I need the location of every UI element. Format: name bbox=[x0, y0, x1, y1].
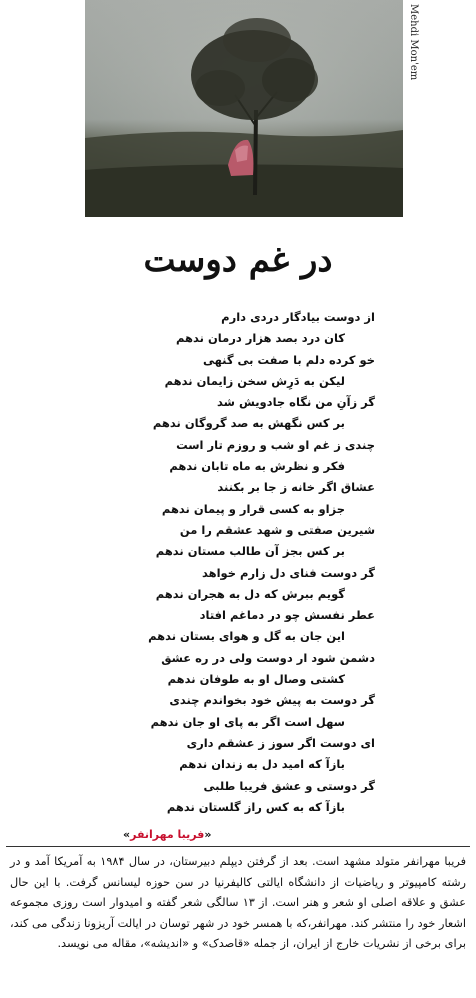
verse-line: بازآ که به کس راز گلستان ندهم bbox=[166, 799, 345, 814]
verse-line: این جان به گل و هوای بستان ندهم bbox=[148, 629, 345, 644]
verse-line: سهل است اگر به پای او جان ندهم bbox=[150, 714, 345, 729]
verse-line: فکر و نظرش به ماه تابان ندهم bbox=[169, 459, 345, 474]
verse-line: شیرین صفتی و شهد عشقم را من bbox=[179, 522, 375, 537]
section-divider bbox=[6, 846, 470, 847]
poet-biography: فریبا مهرانفر متولد مشهد است. بعد از گرفتن دیپلم دبیرستان، در سال ۱۹۸۴ به آمریکا آمد و در رشته کامپیوتر و ریاضیات از دانشگاه ایالتی کالیفرنیا در سن حوزه لیسانس گرفت. با این حال عشق و علاقه اصلی او شعر و هنر است. از ۱۳ سالگی شعر گفته و امیدوار است روزی مجموعه اشعار خود را منتشر کند. مهرانفر،که با همسر خود در شهر توسان در ایالت آریزونا زندگی می کند، برای برخی از نشریات خارج از ایران، از جمله «قاصدک» و «اندیشه»، مقاله می نویسد. bbox=[10, 855, 467, 951]
verse-line: کشتی وصال او به طوفان ندهم bbox=[167, 672, 345, 687]
verse-line: گر زآنِ من نگاه جادویش شد bbox=[216, 395, 375, 410]
poem-title: در غم دوست bbox=[143, 240, 333, 280]
verse-line: گر دوست به پیش خود بخواندم چندی bbox=[169, 693, 375, 708]
verse-line: گر دوست فنای دل زارم خواهد bbox=[201, 565, 375, 580]
cover-photo bbox=[85, 0, 403, 217]
verse-line: گر دوستی و عشق فریبا طلبی bbox=[203, 778, 375, 793]
misty-tree-photo bbox=[85, 0, 403, 217]
verse-line: جزاو به کسی قرار و پیمان ندهم bbox=[161, 501, 345, 516]
verse-line: کان درد بصد هزار درمان ندهم bbox=[176, 331, 345, 346]
verse-line: دشمن شود ار دوست ولی در ره عشق bbox=[161, 650, 375, 665]
verse-line: عشاق اگر خانه ز جا بر بکنند bbox=[217, 480, 375, 495]
photo-credit: Mehdi Mon'em bbox=[408, 4, 419, 81]
verse-line: بازآ که امید دل به زندان ندهم bbox=[179, 757, 345, 772]
poet-name: فریبا مهرانفر bbox=[130, 828, 205, 841]
poem-body bbox=[100, 307, 375, 818]
verse-line: بر کس بجز آن طالب مستان ندهم bbox=[155, 544, 345, 559]
verse-line: گویم ببرش که دل به هجران ندهم bbox=[155, 586, 345, 601]
verse-line: ای دوست اگر سوز ز عشقم داری bbox=[186, 735, 375, 750]
verse-line: بر کس نگهش به صد گروگان ندهم bbox=[152, 416, 345, 431]
verse-line: عطر نفسش چو در دماغم افتاد bbox=[199, 608, 375, 623]
poet-signature bbox=[123, 828, 211, 841]
quote-open: « bbox=[204, 828, 212, 841]
quote-close: » bbox=[123, 828, 131, 841]
verse-line: چندی ز غم او شب و روزم تار است bbox=[176, 437, 375, 452]
verse-line: از دوست بیادگار دردی دارم bbox=[221, 310, 375, 324]
verse-line: خو کرده دلم با صفت بی گنهی bbox=[202, 352, 375, 367]
verse-line: لیکن به دَرِش سخن زایمان ندهم bbox=[164, 373, 345, 388]
